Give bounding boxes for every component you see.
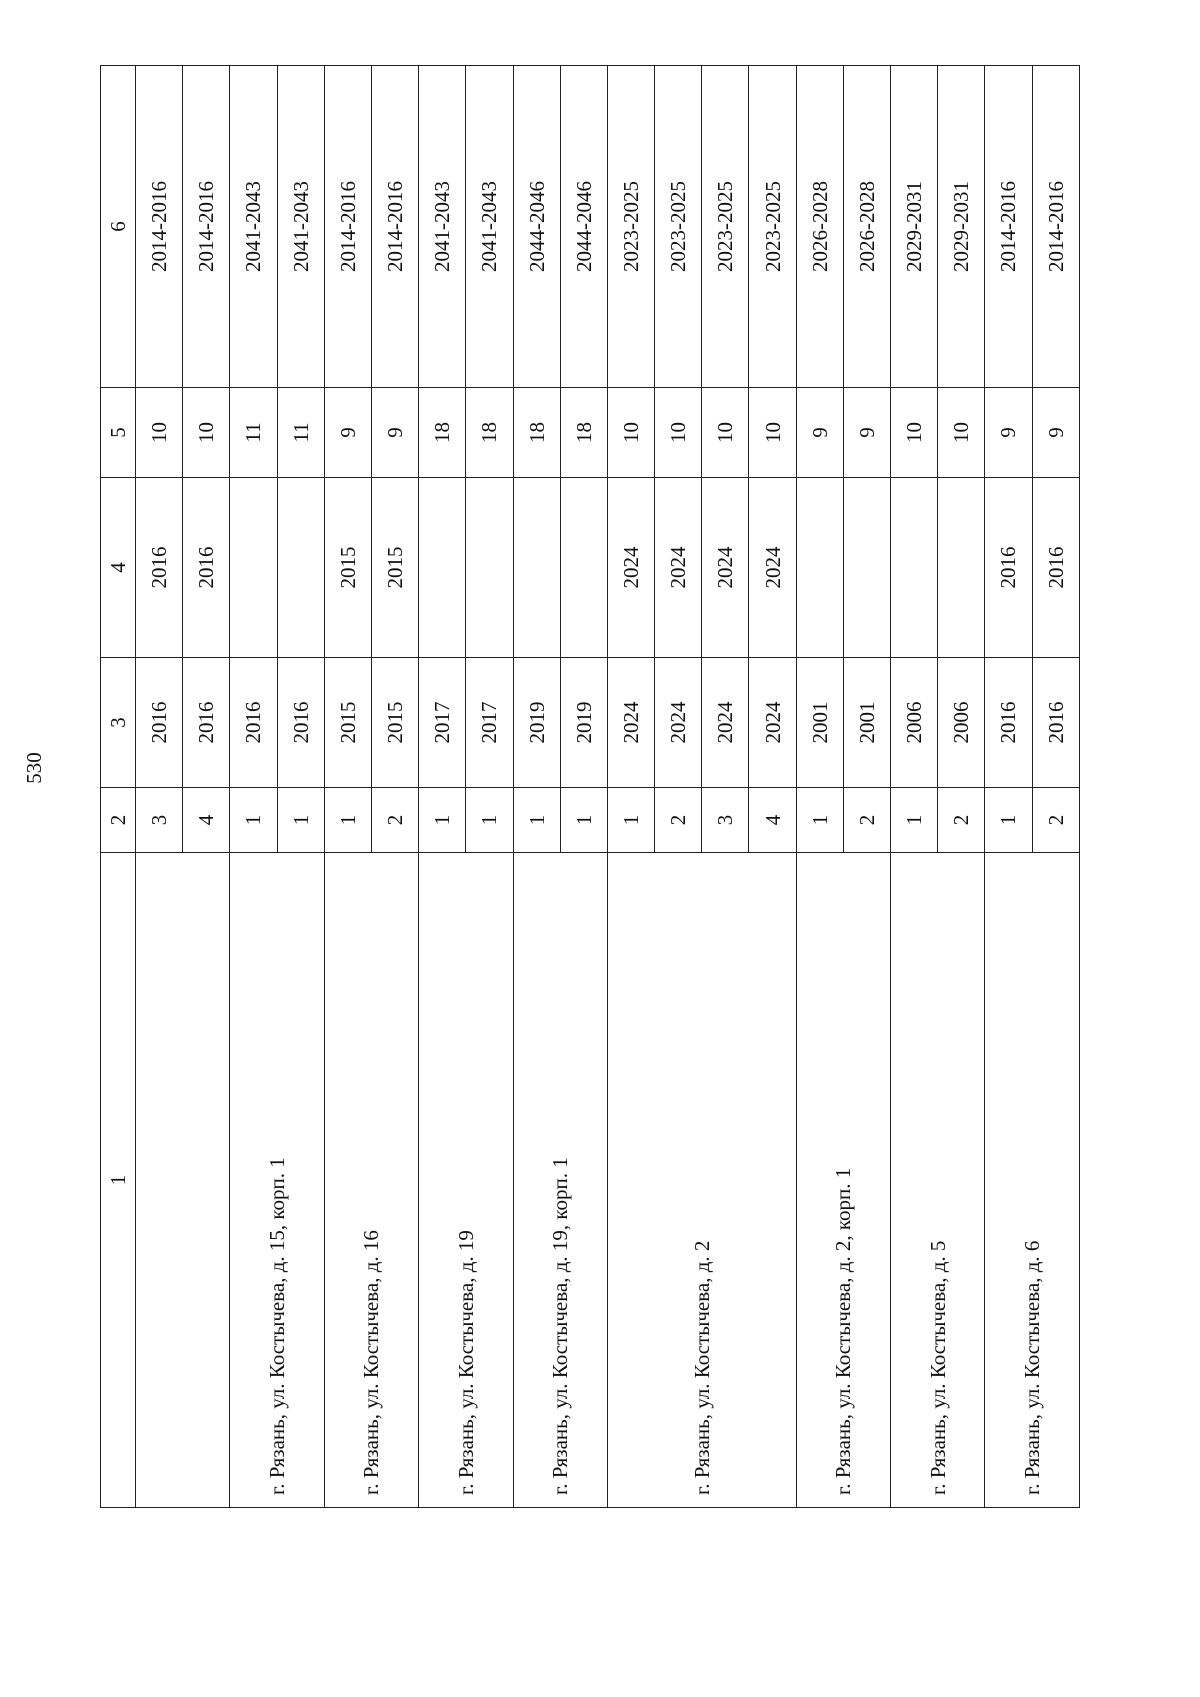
cell-c3: 2024 (655, 658, 702, 788)
cell-c4 (560, 478, 607, 658)
cell-c5: 10 (183, 388, 230, 478)
cell-c5: 10 (136, 388, 183, 478)
cell-c4 (843, 478, 890, 658)
cell-c5: 18 (513, 388, 560, 478)
cell-c3: 2016 (1032, 658, 1079, 788)
cell-c6: 2041-2043 (230, 66, 277, 388)
cell-c3: 2017 (419, 658, 466, 788)
cell-c2: 2 (1032, 788, 1079, 853)
cell-c2: 1 (985, 788, 1032, 853)
address-cell: г. Рязань, ул. Костычева, д. 2, корп. 1 (796, 853, 890, 1508)
cell-c4: 2016 (985, 478, 1032, 658)
cell-c4: 2024 (655, 478, 702, 658)
table-row (136, 66, 183, 1508)
cell-c3: 2024 (607, 658, 654, 788)
header-col-6: 6 (101, 66, 136, 388)
cell-c6: 2026-2028 (796, 66, 843, 388)
cell-c5: 9 (1032, 388, 1079, 478)
address-cell: г. Рязань, ул. Костычева, д. 15, корп. 1 (230, 853, 324, 1508)
data-table (100, 65, 1080, 1508)
cell-c3: 2015 (324, 658, 371, 788)
cell-c2: 1 (796, 788, 843, 853)
cell-c4 (796, 478, 843, 658)
cell-c6: 2014-2016 (985, 66, 1032, 388)
cell-c2: 1 (230, 788, 277, 853)
cell-c2: 2 (371, 788, 418, 853)
cell-c3: 2016 (183, 658, 230, 788)
cell-c5: 9 (843, 388, 890, 478)
address-cell: г. Рязань, ул. Костычева, д. 5 (891, 853, 985, 1508)
cell-c6: 2014-2016 (371, 66, 418, 388)
cell-c3: 2019 (560, 658, 607, 788)
cell-c4 (891, 478, 938, 658)
address-cell (136, 853, 230, 1508)
cell-c6: 2014-2016 (1032, 66, 1079, 388)
table-row (891, 66, 938, 1508)
cell-c6: 2023-2025 (607, 66, 654, 388)
cell-c3: 2001 (796, 658, 843, 788)
cell-c2: 1 (891, 788, 938, 853)
cell-c6: 2023-2025 (702, 66, 749, 388)
cell-c2: 4 (183, 788, 230, 853)
cell-c6: 2041-2043 (466, 66, 513, 388)
address-cell: г. Рязань, ул. Костычева, д. 19, корп. 1 (513, 853, 607, 1508)
cell-c5: 10 (938, 388, 985, 478)
header-col-4: 4 (101, 478, 136, 658)
cell-c5: 10 (749, 388, 796, 478)
header-col-5: 5 (101, 388, 136, 478)
address-cell: г. Рязань, ул. Костычева, д. 6 (985, 853, 1080, 1508)
table-row (419, 66, 466, 1508)
address-cell: г. Рязань, ул. Костычева, д. 2 (607, 853, 796, 1508)
cell-c4: 2015 (324, 478, 371, 658)
cell-c5: 11 (277, 388, 324, 478)
cell-c4: 2016 (1032, 478, 1079, 658)
cell-c5: 9 (796, 388, 843, 478)
cell-c6: 2044-2046 (560, 66, 607, 388)
cell-c4 (938, 478, 985, 658)
cell-c4 (466, 478, 513, 658)
cell-c3: 2016 (277, 658, 324, 788)
cell-c3: 2016 (230, 658, 277, 788)
header-col-1: 1 (101, 853, 136, 1508)
cell-c5: 18 (466, 388, 513, 478)
cell-c4 (277, 478, 324, 658)
cell-c2: 1 (607, 788, 654, 853)
cell-c2: 1 (560, 788, 607, 853)
cell-c2: 2 (655, 788, 702, 853)
cell-c6: 2023-2025 (655, 66, 702, 388)
cell-c6: 2041-2043 (419, 66, 466, 388)
header-row (101, 66, 136, 1508)
cell-c6: 2029-2031 (891, 66, 938, 388)
cell-c5: 18 (419, 388, 466, 478)
cell-c3: 2024 (749, 658, 796, 788)
cell-c6: 2023-2025 (749, 66, 796, 388)
cell-c3: 2024 (702, 658, 749, 788)
table-row (230, 66, 277, 1508)
cell-c6: 2026-2028 (843, 66, 890, 388)
cell-c2: 3 (702, 788, 749, 853)
cell-c4 (230, 478, 277, 658)
cell-c5: 9 (324, 388, 371, 478)
table-row (607, 66, 654, 1508)
cell-c2: 1 (419, 788, 466, 853)
cell-c6: 2014-2016 (324, 66, 371, 388)
header-col-3: 3 (101, 658, 136, 788)
rotated-table-container (100, 66, 1080, 1508)
cell-c3: 2001 (843, 658, 890, 788)
cell-c2: 1 (324, 788, 371, 853)
table-row (985, 66, 1032, 1508)
cell-c2: 1 (513, 788, 560, 853)
table-row (796, 66, 843, 1508)
cell-c2: 4 (749, 788, 796, 853)
cell-c6: 2041-2043 (277, 66, 324, 388)
cell-c5: 10 (702, 388, 749, 478)
table-row (324, 66, 371, 1508)
cell-c4: 2024 (702, 478, 749, 658)
cell-c3: 2017 (466, 658, 513, 788)
cell-c5: 9 (371, 388, 418, 478)
cell-c6: 2029-2031 (938, 66, 985, 388)
cell-c2: 2 (938, 788, 985, 853)
cell-c5: 18 (560, 388, 607, 478)
cell-c2: 1 (277, 788, 324, 853)
cell-c2: 2 (843, 788, 890, 853)
cell-c4: 2015 (371, 478, 418, 658)
cell-c4 (513, 478, 560, 658)
cell-c5: 10 (891, 388, 938, 478)
table-body (136, 66, 1080, 1508)
cell-c3: 2015 (371, 658, 418, 788)
cell-c3: 2006 (891, 658, 938, 788)
cell-c6: 2044-2046 (513, 66, 560, 388)
cell-c2: 1 (466, 788, 513, 853)
cell-c4: 2016 (136, 478, 183, 658)
cell-c4: 2024 (749, 478, 796, 658)
cell-c5: 10 (655, 388, 702, 478)
cell-c5: 11 (230, 388, 277, 478)
cell-c3: 2006 (938, 658, 985, 788)
cell-c3: 2016 (985, 658, 1032, 788)
page-number-text: 530 (22, 752, 46, 784)
table-row (513, 66, 560, 1508)
address-cell: г. Рязань, ул. Костычева, д. 19 (419, 853, 513, 1508)
cell-c6: 2014-2016 (183, 66, 230, 388)
page-number (22, 752, 46, 784)
cell-c4 (419, 478, 466, 658)
cell-c3: 2019 (513, 658, 560, 788)
cell-c2: 3 (136, 788, 183, 853)
cell-c4: 2016 (183, 478, 230, 658)
cell-c5: 10 (607, 388, 654, 478)
cell-c4: 2024 (607, 478, 654, 658)
cell-c3: 2016 (136, 658, 183, 788)
address-cell: г. Рязань, ул. Костычева, д. 16 (324, 853, 418, 1508)
cell-c6: 2014-2016 (136, 66, 183, 388)
header-col-2: 2 (101, 788, 136, 853)
cell-c5: 9 (985, 388, 1032, 478)
table-header (101, 66, 136, 1508)
